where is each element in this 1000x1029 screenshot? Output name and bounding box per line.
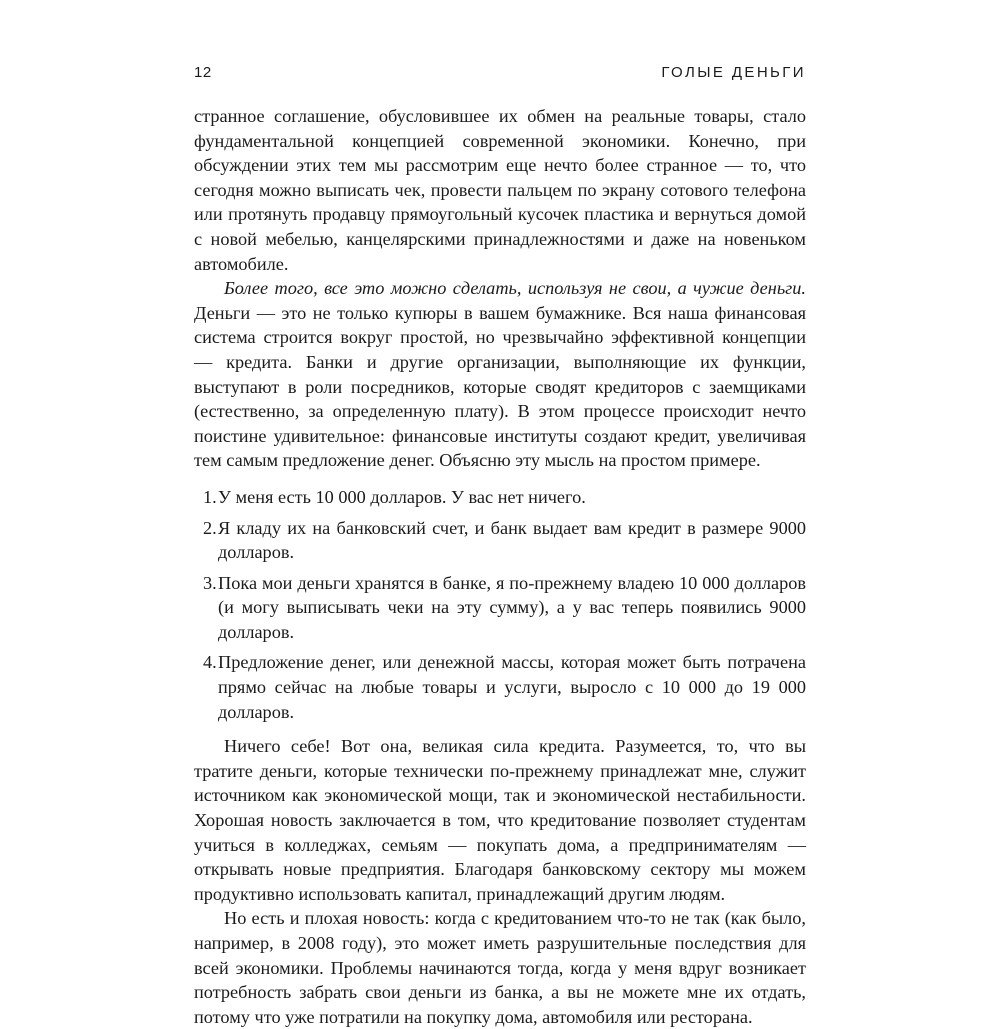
list-item-text: Пока мои деньги хранятся в банке, я по-прежнему владею 10 000 долларов (и могу выписывать чеки на эту сумму), а у вас теперь появились 9000 долларов. — [218, 572, 806, 642]
list-item — [194, 485, 806, 510]
list-item — [194, 650, 806, 724]
italic-sentence: Более того, все это можно сделать, используя не свои, а чужие деньги. — [224, 278, 806, 299]
list-item-text: У меня есть 10 000 долларов. У вас нет ничего. — [218, 486, 586, 507]
list-number: 2. — [203, 517, 217, 538]
list-number: 3. — [203, 572, 217, 593]
list-number: 1. — [203, 486, 217, 507]
body-text — [194, 104, 806, 1029]
running-title: ГОЛЫЕ ДЕНЬГИ — [661, 64, 806, 81]
paragraph: Но есть и плохая новость: когда с кредитованием что-то не так (как было, например, в 2008 году), это может иметь разрушительные последствия для всей экономики. Проблемы начинаются тогда, когда у меня вдруг возникает потребность забрать свои деньги из банка, а вы не можете мне их отдать, потому что уже потратили на покупку дома, автомобиля или ресторана. — [194, 908, 806, 1027]
list-item — [194, 516, 806, 565]
running-head — [194, 64, 806, 86]
page-number: 12 — [194, 64, 212, 81]
paragraph: странное соглашение, обусловившее их обмен на реальные товары, стало фундаментальной концепцией современной экономики. Конечно, при обсуждении этих тем мы рассмотрим еще нечто более странное — то, что сегодня можно выписать чек, провести пальцем по экрану сотового телефона или протянуть продавцу прямоугольный кусочек пластика и вернуться домой с новой мебелью, канцелярскими принадлежностями и даже на новеньком автомобиле. — [194, 106, 806, 274]
numbered-list — [194, 485, 806, 724]
paragraph: Ничего себе! Вот она, великая сила кредита. Разумеется, то, что вы тратите деньги, которые технически по-прежнему принадлежат мне, служит источником как экономической мощи, так и экономической нестабильности. Хорошая новость заключается в том, что кредитование позволяет студентам учиться в колледжах, семьям — покупать дома, а предпринимателям — открывать новые предприятия. Благодаря банковскому сектору мы можем продуктивно использовать капитал, принадлежащий другим людям. — [194, 736, 806, 904]
paragraph — [194, 276, 806, 473]
list-item-text: Я кладу их на банковский счет, и банк выдает вам кредит в размере 9000 долларов. — [218, 517, 806, 563]
list-number: 4. — [203, 652, 217, 673]
list-item — [194, 571, 806, 645]
list-item-text: Предложение денег, или денежной массы, которая может быть потрачена прямо сейчас на любые товары и услуги, выросло с 10 000 до 19 000 долларов. — [218, 652, 806, 722]
paragraph-text: Деньги — это не только купюры в вашем бумажнике. Вся наша финансовая система строится вокруг простой, но чрезвычайно эффективной концепции — кредита. Банки и другие организации, выполняющие их функции, выступают в роли посредников, которые сводят кредиторов с заемщиками (естественно, за определенную плату). В этом процессе происходит нечто поистине удивительное: финансовые институты создают кредит, увеличивая тем самым предложение денег. Объясню эту мысль на простом примере. — [194, 302, 806, 471]
